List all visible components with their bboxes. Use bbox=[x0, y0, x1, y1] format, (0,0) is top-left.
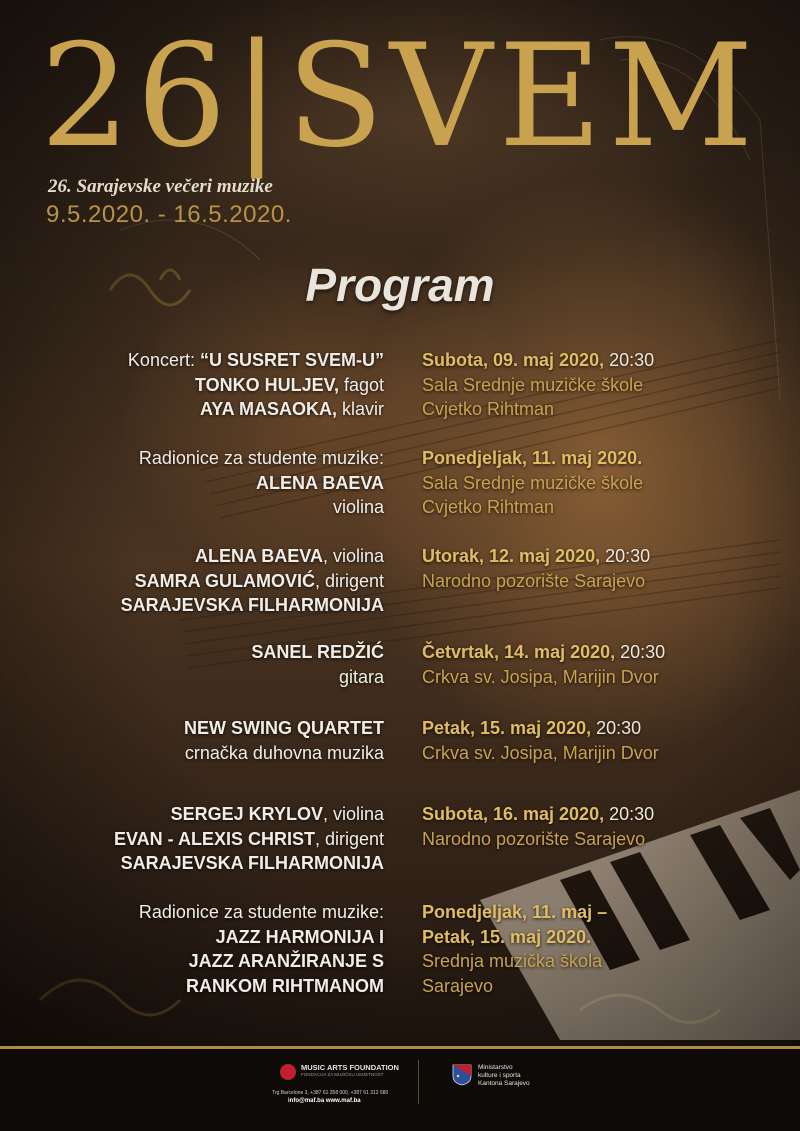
performer-detail: klavir bbox=[336, 399, 384, 419]
ministry-block bbox=[452, 1060, 572, 1110]
schedule-line bbox=[422, 471, 643, 496]
performer-detail: Radionice za studente muzike: bbox=[138, 448, 384, 468]
performer-line bbox=[139, 900, 384, 925]
performer-detail: Radionice za studente muzike: bbox=[138, 902, 384, 922]
event-schedule bbox=[422, 348, 654, 422]
event-time: 20:30 bbox=[591, 718, 642, 738]
schedule-line bbox=[422, 544, 650, 569]
festival-title-text bbox=[40, 14, 760, 179]
event-schedule bbox=[422, 802, 654, 851]
schedule-line bbox=[422, 569, 650, 594]
performer-line bbox=[114, 827, 384, 852]
performer-line bbox=[139, 949, 384, 974]
performer-name: SERGEJ KRYLOV bbox=[170, 804, 323, 824]
footer-separator bbox=[418, 1060, 419, 1104]
performer-name: JAZZ ARANŽIRANJE S bbox=[188, 951, 384, 971]
event-date: Ponedjeljak, 11. maj – bbox=[422, 902, 608, 922]
performer-detail: Koncert: bbox=[127, 350, 200, 370]
performer-line bbox=[251, 665, 384, 690]
performer-line bbox=[121, 593, 384, 618]
event-schedule bbox=[422, 544, 650, 593]
event-venue: Sala Srednje muzičke škole bbox=[422, 472, 644, 493]
event-date: Petak, 15. maj 2020. bbox=[422, 926, 592, 947]
footer bbox=[0, 1046, 800, 1131]
schedule-line bbox=[422, 802, 654, 827]
ministry-line-2: kulture i sporta bbox=[478, 1072, 521, 1079]
schedule-line bbox=[422, 949, 607, 974]
performer-line bbox=[121, 544, 384, 569]
schedule-line bbox=[422, 495, 643, 520]
performer-line bbox=[128, 373, 384, 398]
performer-line bbox=[139, 471, 384, 496]
event-performers bbox=[139, 900, 384, 998]
festival-title bbox=[40, 14, 760, 179]
performer-name: ALENA BAEVA bbox=[194, 546, 323, 566]
schedule-line bbox=[422, 827, 654, 852]
schedule-line bbox=[422, 373, 654, 398]
schedule-line bbox=[422, 900, 607, 925]
schedule-line bbox=[422, 446, 643, 471]
event-schedule bbox=[422, 446, 643, 520]
event-venue: Crkva sv. Josipa, Marijin Dvor bbox=[422, 666, 659, 687]
event-performers bbox=[121, 544, 384, 618]
event-performers bbox=[184, 716, 384, 765]
performer-name: SAMRA GULAMOVIĆ bbox=[134, 570, 315, 591]
performer-detail: , violina bbox=[322, 546, 384, 566]
schedule-line bbox=[422, 665, 665, 690]
performer-detail: , dirigent bbox=[314, 828, 384, 849]
performer-name: ALENA BAEVA bbox=[255, 472, 384, 493]
event-date: Utorak, 12. maj 2020, bbox=[422, 546, 601, 566]
canton-crest-icon bbox=[452, 1064, 472, 1086]
schedule-line bbox=[422, 348, 654, 373]
performer-detail: crnačka duhovna muzika bbox=[184, 742, 384, 763]
performer-name: “U SUSRET SVEM-U” bbox=[199, 350, 384, 370]
event-time: 20:30 bbox=[604, 350, 655, 370]
event-performers bbox=[251, 640, 384, 689]
performer-line bbox=[251, 640, 384, 665]
performer-detail: , violina bbox=[322, 804, 384, 824]
performer-name: EVAN - ALEXIS CHRIST bbox=[113, 828, 315, 849]
event-performers bbox=[139, 446, 384, 520]
program-heading: Program bbox=[305, 259, 495, 311]
festival-dates: 9.5.2020. - 16.5.2020. bbox=[46, 201, 292, 228]
performer-detail: gitara bbox=[338, 666, 384, 687]
performer-line bbox=[139, 925, 384, 950]
event-schedule bbox=[422, 640, 665, 689]
maf-tagline: FONDACIJA ZA MUZIČKU UMJETNOST bbox=[301, 1072, 384, 1077]
performer-name: TONKO HULJEV, bbox=[194, 374, 339, 395]
event-time: 20:30 bbox=[604, 804, 655, 824]
performer-detail: violina bbox=[332, 497, 384, 517]
event-date: Subota, 16. maj 2020, bbox=[422, 804, 605, 824]
event-date: Petak, 15. maj 2020, bbox=[422, 718, 592, 738]
performer-line bbox=[139, 974, 384, 999]
schedule-line bbox=[422, 397, 654, 422]
schedule-line bbox=[422, 640, 665, 665]
performer-name: AYA MASAOKA, bbox=[199, 399, 337, 419]
schedule-line bbox=[422, 925, 607, 950]
event-venue: Narodno pozorište Sarajevo bbox=[422, 828, 646, 849]
performer-line bbox=[184, 741, 384, 766]
schedule-line bbox=[422, 716, 659, 741]
ministry-line-3: Kantona Sarajevo bbox=[478, 1080, 530, 1087]
schedule-line bbox=[422, 741, 659, 766]
performer-detail: fagot bbox=[338, 374, 384, 395]
performer-name: JAZZ HARMONIJA I bbox=[215, 926, 384, 947]
performer-line bbox=[139, 446, 384, 471]
event-time: 20:30 bbox=[600, 546, 651, 566]
event-venue: Sarajevo bbox=[422, 975, 494, 996]
maf-logo-icon bbox=[280, 1064, 296, 1080]
performer-name: SARAJEVSKA FILHARMONIJA bbox=[120, 853, 384, 873]
performer-name: NEW SWING QUARTET bbox=[184, 718, 384, 738]
event-performers bbox=[128, 348, 384, 422]
event-date: Četvrtak, 14. maj 2020, bbox=[422, 642, 616, 662]
performer-line bbox=[184, 716, 384, 741]
performer-name: RANKOM RIHTMANOM bbox=[186, 975, 384, 996]
maf-block bbox=[272, 1060, 399, 1110]
event-date: Subota, 09. maj 2020, bbox=[422, 350, 605, 370]
event-venue: Crkva sv. Josipa, Marijin Dvor bbox=[422, 742, 659, 763]
maf-address: Trg Barcelone 3, +387 61 358 000, +387 61 312 680 bbox=[272, 1090, 389, 1096]
ministry-line-1: Ministarstvo bbox=[478, 1064, 513, 1071]
event-date: Ponedjeljak, 11. maj 2020. bbox=[422, 448, 643, 468]
maf-name: MUSIC ARTS FOUNDATION bbox=[301, 1063, 399, 1072]
event-schedule bbox=[422, 716, 659, 765]
performer-detail: , dirigent bbox=[314, 570, 384, 591]
performer-name: SANEL REDŽIĆ bbox=[251, 642, 384, 662]
performer-line bbox=[139, 495, 384, 520]
event-venue: Narodno pozorište Sarajevo bbox=[422, 570, 646, 591]
footer-divider-line bbox=[0, 1046, 800, 1049]
title-name: SVEM bbox=[286, 14, 760, 179]
schedule-line bbox=[422, 974, 607, 999]
event-schedule bbox=[422, 900, 607, 998]
performer-line bbox=[128, 397, 384, 422]
maf-web[interactable]: info@maf.ba www.maf.ba bbox=[288, 1098, 361, 1104]
performer-line bbox=[121, 569, 384, 594]
title-separator: | bbox=[232, 14, 287, 179]
ministry-name bbox=[478, 1064, 530, 1088]
performer-name: SARAJEVSKA FILHARMONIJA bbox=[120, 595, 384, 615]
event-venue: Cvjetko Rihtman bbox=[422, 497, 555, 517]
performer-line bbox=[114, 802, 384, 827]
performer-line bbox=[114, 851, 384, 876]
event-venue: Cvjetko Rihtman bbox=[422, 399, 555, 419]
festival-subtitle: 26. Sarajevske večeri muzike bbox=[48, 176, 273, 197]
performer-line bbox=[128, 348, 384, 373]
event-time: 20:30 bbox=[615, 642, 666, 662]
title-number: 26 bbox=[40, 14, 233, 179]
event-venue: Sala Srednje muzičke škole bbox=[422, 374, 644, 395]
event-performers bbox=[114, 802, 384, 876]
event-venue: Srednja muzička škola bbox=[422, 951, 603, 971]
